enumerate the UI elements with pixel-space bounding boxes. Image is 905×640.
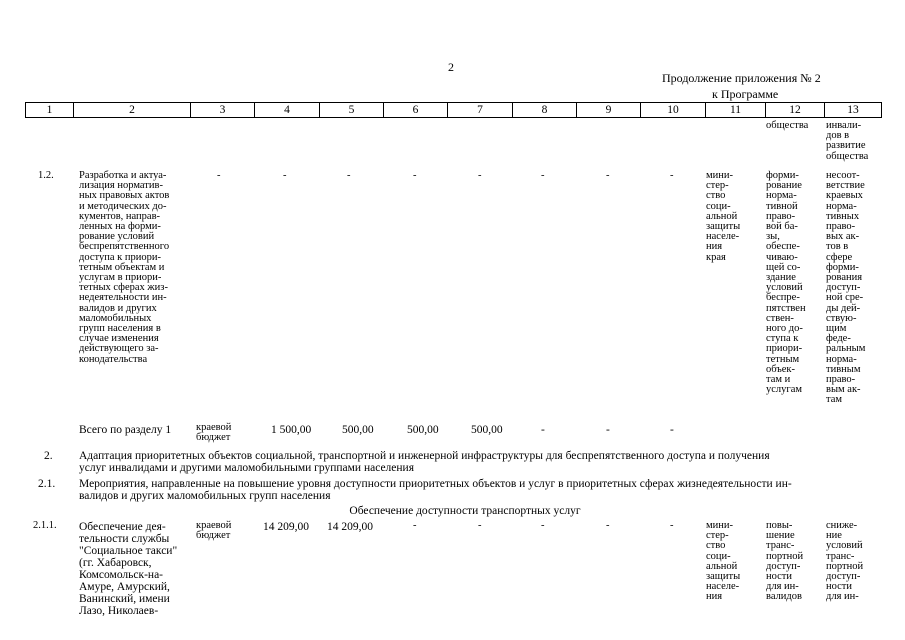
subsection-number: 2.1. — [38, 478, 56, 490]
total-value-col6: 500,00 — [407, 424, 439, 436]
continuation-line-1: Продолжение приложения № 2 — [662, 71, 821, 85]
total-source: краевой бюджет — [196, 422, 232, 444]
result-col12: повы- шение транс- портной доступ- ности для ин- валидов — [766, 520, 804, 603]
row-title: Обеспечение дея- тельности службы "Социальное такси" (гг. Хабаровск, Комсомольск-на- Амуре, Амурский, Ванинский, имени Лазо, Николаев- — [79, 521, 178, 617]
value-col5: 14 209,00 — [327, 521, 373, 533]
row-number: 2.1.1. — [33, 520, 57, 531]
column-header: 12 — [766, 103, 825, 118]
dash-col10: - — [670, 520, 674, 531]
value-col4: 14 209,00 — [263, 521, 309, 533]
column-header: 9 — [577, 103, 641, 118]
column-header: 13 — [825, 103, 882, 118]
subheading: Обеспечение доступности транспортных услуг — [349, 505, 581, 517]
total-dash-col8: - — [541, 424, 545, 436]
column-header: 11 — [706, 103, 766, 118]
section-number: 2. — [44, 450, 53, 462]
dash-col8: - — [541, 170, 545, 181]
dash-col4: - — [283, 170, 287, 181]
risk-col13: сниже- ние условий транс- портной доступ- ности для ин- — [826, 520, 864, 603]
section-title: Адаптация приоритетных объектов социальной, транспортной и инженерной инфраструктуры для беспрепятственного доступа и получения услуг инвалидами и другими маломобильными группами населения — [79, 450, 770, 474]
executor-col11: мини- стер- ство соци- альной защиты населе- ния края — [706, 170, 741, 263]
total-value-col7: 500,00 — [471, 424, 503, 436]
column-header: 8 — [513, 103, 577, 118]
executor-col11: мини- стер- ство соци- альной защиты населе- ния — [706, 520, 741, 603]
column-header: 10 — [641, 103, 706, 118]
dash-col6: - — [413, 170, 417, 181]
column-header: 3 — [191, 103, 255, 118]
column-header: 2 — [74, 103, 191, 118]
column-header: 7 — [448, 103, 513, 118]
column-header: 4 — [255, 103, 320, 118]
dash-col8: - — [541, 520, 545, 531]
column-header-row — [25, 102, 882, 118]
dash-col9: - — [606, 520, 610, 531]
page-number: 2 — [448, 60, 454, 74]
total-dash-col9: - — [606, 424, 610, 436]
row-number: 1.2. — [38, 170, 54, 181]
subsection-title: Мероприятия, направленные на повышение уровня доступности приоритетных объектов и услуг в приоритетных сферах жизнедеятельности ин- валидов и других маломобильных групп населения — [79, 478, 792, 502]
row-source: краевой бюджет — [196, 520, 232, 542]
column-header: 5 — [320, 103, 384, 118]
dash-col6: - — [413, 520, 417, 531]
dash-col7: - — [478, 520, 482, 531]
dash-col10: - — [670, 170, 674, 181]
total-value-col4: 1 500,00 — [271, 424, 312, 436]
fragment-col12: общества — [766, 120, 809, 131]
column-header: 1 — [26, 103, 74, 118]
dash-col3: - — [217, 170, 221, 181]
total-value-col5: 500,00 — [342, 424, 374, 436]
dash-col9: - — [606, 170, 610, 181]
risk-col13: несоот- ветствие краевых норма- тивных право- вых ак- тов в сфере форми- рования доступ- ной сре- ды дей- ствую- щим феде- ральным норма- тивным право- вым ак- там — [826, 170, 866, 406]
fragment-col13: инвали- дов в развитие общества — [826, 120, 869, 162]
dash-col5: - — [347, 170, 351, 181]
continuation-line-2: к Программе — [712, 87, 779, 101]
total-dash-col10: - — [670, 424, 674, 436]
row-title: Разработка и актуа- лизация норматив- ных правовых актов и методических до- кументов, направ- ленных на форми- рование условий беспрепятственного доступа к приори- тетным объектам и услугам в приори- тетных сферах жиз- недеятельности ин- валидов и других маломобильных групп населения в случае изменения действующего за- конодательства — [79, 170, 170, 365]
dash-col7: - — [478, 170, 482, 181]
column-header: 6 — [384, 103, 448, 118]
total-label: Всего по разделу 1 — [79, 424, 172, 436]
result-col12: форми- рование норма- тивной право- вой ба- зы, обеспе- чиваю- щей со- здание условий беспре- пятствен ствен- ного до- ступа к приори- тетным объек- там и услугам — [766, 170, 806, 396]
